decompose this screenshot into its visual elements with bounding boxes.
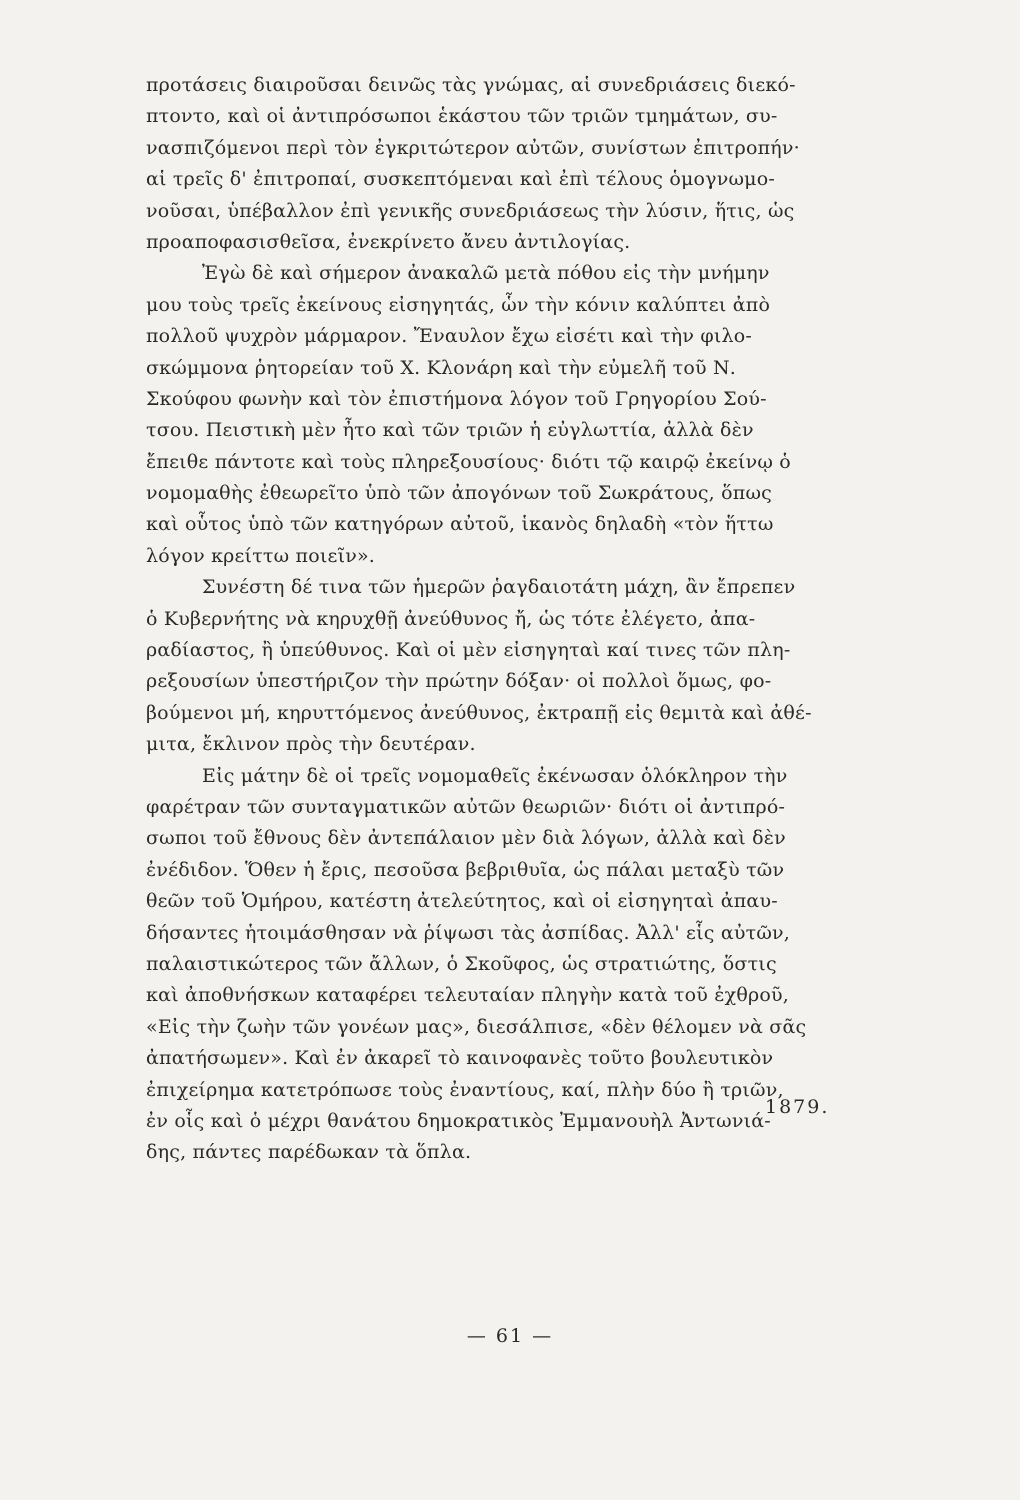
text-line: σωποι τοῦ ἔθνους δὲν ἀντεπάλαιον μὲν διὰ λόγων, ἀλλὰ καὶ δὲν (146, 827, 786, 850)
text-line: παλαιστικώτερος τῶν ἄλλων, ὁ Σκοῦφος, ὡς στρατιώτης, ὅστις (146, 952, 777, 975)
text-line: νομομαθὴς ἐθεωρεῖτο ὑπὸ τῶν ἀπογόνων τοῦ Σωκράτους, ὅπως (146, 482, 773, 505)
text-line: πολλοῦ ψυχρὸν μάρμαρον. Ἔναυλον ἔχω εἰσέτι καὶ τὴν φιλο- (146, 325, 753, 348)
text-line: ἐνέδιδον. Ὅθεν ἡ ἔρις, πεσοῦσα βεβριθυῖα, ὡς πάλαι μεταξὺ τῶν (146, 858, 785, 881)
text-line: νοῦσαι, ὑπέβαλλον ἐπὶ γενικῆς συνεδριάσεως τὴν λύσιν, ἥτις, ὡς (146, 199, 795, 222)
text-line: ἐν οἷς καὶ ὁ μέχρι θανάτου δημοκρατικὸς Ἐμμανουὴλ Ἀντωνιά- (146, 1109, 771, 1132)
text-line: βούμενοι μή, κηρυττόμενος ἀνεύθυνος, ἐκτραπῇ εἰς θεμιτὰ καὶ ἀθέ- (146, 701, 812, 724)
text-line: Εἰς μάτην δὲ οἱ τρεῖς νομομαθεῖς ἐκένωσαν ὁλόκληρον τὴν (202, 764, 788, 787)
text-line: πτοντο, καὶ οἱ ἀντιπρόσωποι ἑκάστου τῶν τριῶν τμημάτων, συ- (146, 105, 778, 128)
text-line: νασπιζόμενοι περὶ τὸν ἐγκριτώτερον αὐτῶν, συνίστων ἐπιτροπήν· (146, 136, 800, 159)
date-line: 1879. (765, 1096, 830, 1118)
text-line: ἐπιχείρημα κατετρόπωσε τοὺς ἐναντίους, καί, πλὴν δύο ἢ τριῶν, (146, 1078, 784, 1101)
text-line: θεῶν τοῦ Ὁμήρου, κατέστη ἀτελεύτητος, καὶ οἱ εἰσηγηταὶ ἀπαυ- (146, 890, 778, 913)
page-number: — 61 — (466, 1325, 554, 1347)
text-line: ἀπατήσωμεν». Καὶ ἐν ἀκαρεῖ τὸ καινοφανὲς τοῦτο βουλευτικὸν (146, 1047, 774, 1070)
text-line: ρεξουσίων ὑπεστήριζον τὴν πρώτην δόξαν· οἱ πολλοὶ ὅμως, φο- (146, 670, 772, 693)
text-line: προαποφασισθεῖσα, ἐνεκρίνετο ἄνευ ἀντιλογίας. (146, 230, 631, 253)
text-line: Ἐγὼ δὲ καὶ σήμερον ἀνακαλῶ μετὰ πόθου εἰς τὴν μνήμην (202, 262, 770, 285)
text-line: καὶ οὗτος ὑπὸ τῶν κατηγόρων αὐτοῦ, ἱκανὸς δηλαδὴ «τὸν ἥττω (146, 513, 774, 536)
text-line: φαρέτραν τῶν συνταγματικῶν αὐτῶν θεωριῶν· διότι οἱ ἀντιπρό- (146, 795, 786, 818)
text-line: Σκούφου φωνὴν καὶ τὸν ἐπιστήμονα λόγον τοῦ Γρηγορίου Σού- (146, 387, 767, 410)
text-line: ραδίαστος, ἢ ὑπεύθυνος. Καὶ οἱ μὲν εἰσηγηταὶ καί τινες τῶν πλη- (146, 639, 791, 662)
text-line: μιτα, ἔκλινον πρὸς τὴν δευτέραν. (146, 733, 476, 756)
text-line: «Εἰς τὴν ζωὴν τῶν γονέων μας», διεσάλπισε, «δὲν θέλομεν νὰ σᾶς (146, 1015, 807, 1038)
text-line: προτάσεις διαιροῦσαι δεινῶς τὰς γνώμας, αἱ συνεδριάσεις διεκό- (146, 74, 796, 96)
text-line: μου τοὺς τρεῖς ἐκείνους εἰσηγητάς, ὧν τὴν κόνιν καλύπτει ἀπὸ (146, 293, 771, 316)
text-line: αἱ τρεῖς δ' ἐπιτροπαί, συσκεπτόμεναι καὶ ἐπὶ τέλους ὁμογνωμο- (146, 168, 775, 191)
text-line: σκώμμονα ῥητορείαν τοῦ Χ. Κλονάρη καὶ τὴν εὐμελῆ τοῦ Ν. (146, 356, 737, 379)
body-text (146, 70, 904, 1169)
text-line: ὁ Κυβερνήτης νὰ κηρυχθῇ ἀνεύθυνος ἤ, ὡς τότε ἐλέγετο, ἀπα- (146, 607, 756, 630)
text-line: λόγον κρείττω ποιεῖν». (146, 544, 376, 567)
text-line: καὶ ἀποθνήσκων καταφέρει τελευταίαν πληγὴν κατὰ τοῦ ἐχθροῦ, (146, 984, 789, 1007)
text-line: δήσαντες ἡτοιμάσθησαν νὰ ῥίψωσι τὰς ἀσπίδας. Ἀλλ' εἷς αὐτῶν, (146, 921, 791, 944)
text-line: Συνέστη δέ τινα τῶν ἡμερῶν ῥαγδαιοτάτη μάχη, ἂν ἔπρεπεν (202, 576, 796, 599)
text-line: ἔπειθε πάντοτε καὶ τοὺς πληρεξουσίους· διότι τῷ καιρῷ ἐκείνῳ ὁ (146, 450, 791, 473)
text-line: δης, πάντες παρέδωκαν τὰ ὅπλα. (146, 1141, 472, 1164)
text-line: τσου. Πειστικὴ μὲν ἦτο καὶ τῶν τριῶν ἡ εὐγλωττία, ἀλλὰ δὲν (146, 419, 754, 442)
